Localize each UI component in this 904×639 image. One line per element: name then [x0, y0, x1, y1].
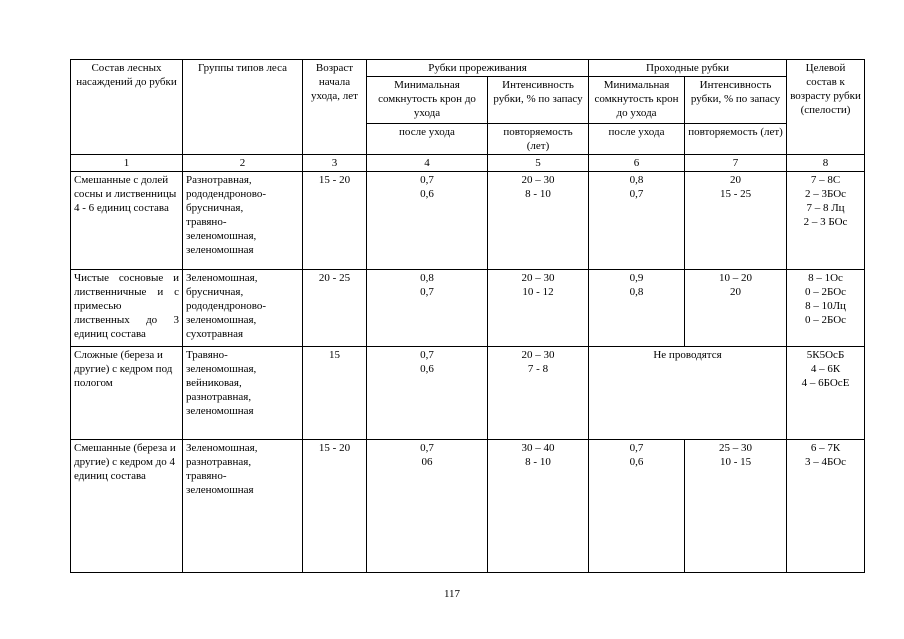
- table-row: [71, 270, 865, 347]
- pass-density-cell: 0,7 0,6: [589, 440, 685, 573]
- age-cell: 15 - 20: [303, 172, 367, 270]
- thin-intensity-cell: 30 – 40 8 - 10: [488, 440, 589, 573]
- target-cell: 7 – 8С 2 – 3БОс 7 – 8 Лц 2 – 3 БОс: [787, 172, 865, 270]
- forest-thinning-table: [70, 59, 865, 573]
- table-row: [71, 440, 865, 573]
- header-pass-intensity: Интенсивность рубки, % по запасу: [685, 77, 787, 124]
- thin-density-cell: 0,7 0,6: [367, 172, 488, 270]
- pass-density-cell: 0,8 0,7: [589, 172, 685, 270]
- pass-intensity-cell: 25 – 30 10 - 15: [685, 440, 787, 573]
- age-cell: 20 - 25: [303, 270, 367, 347]
- target-cell: 5К5ОсБ 4 – 6К 4 – 6БОсЕ: [787, 347, 865, 440]
- header-forest-groups: Группы типов леса: [183, 60, 303, 155]
- column-number: 6: [589, 155, 685, 172]
- forest-groups-cell: Зеленомошная, разнотравная, травяно- зеленомошная: [183, 440, 303, 573]
- column-number: 8: [787, 155, 865, 172]
- column-number: 7: [685, 155, 787, 172]
- target-cell: 6 – 7К 3 – 4БОс: [787, 440, 865, 573]
- column-number: 5: [488, 155, 589, 172]
- age-cell: 15: [303, 347, 367, 440]
- forest-groups-cell: Разнотравная, рододендроново- брусничная, травяно- зеленомошная, зеленомошная: [183, 172, 303, 270]
- pass-intensity-cell: 20 15 - 25: [685, 172, 787, 270]
- forest-groups-cell: Травяно- зеленомошная, вейниковая, разнотравная, зеленомошная: [183, 347, 303, 440]
- pass-intensity-cell: 10 – 20 20: [685, 270, 787, 347]
- target-cell: 8 – 1Ос 0 – 2БОс 8 – 10Лц 0 – 2БОс: [787, 270, 865, 347]
- thin-density-cell: 0,7 0,6: [367, 347, 488, 440]
- thin-intensity-cell: 20 – 30 10 - 12: [488, 270, 589, 347]
- header-composition: Состав лесных насаждений до рубки: [71, 60, 183, 155]
- age-cell: 15 - 20: [303, 440, 367, 573]
- thin-density-cell: 0,8 0,7: [367, 270, 488, 347]
- column-number: 3: [303, 155, 367, 172]
- forest-groups-cell: Зеленомошная, брусничная, рододендроново- зеленомошная, сухотравная: [183, 270, 303, 347]
- header-pass-after: после ухода: [589, 124, 685, 155]
- thin-density-cell: 0,7 06: [367, 440, 488, 573]
- header-thin-after: после ухода: [367, 124, 488, 155]
- composition-cell: Сложные (береза и другие) с кедром под пологом: [71, 347, 183, 440]
- header-thinning: Рубки прореживания: [367, 60, 589, 77]
- pass-density-cell: 0,9 0,8: [589, 270, 685, 347]
- column-number: 4: [367, 155, 488, 172]
- header-pass-repeat: повторяемость (лет): [685, 124, 787, 155]
- composition-cell: Смешанные (береза и другие) с кедром до 4 единиц состава: [71, 440, 183, 573]
- thin-intensity-cell: 20 – 30 8 - 10: [488, 172, 589, 270]
- page-number: 117: [443, 588, 461, 600]
- pass-not-performed-cell: Не проводятся: [589, 347, 787, 440]
- header-thin-repeat: повторяемость (лет): [488, 124, 589, 155]
- composition-cell: Смешанные с долей сосны и лиственницы 4 - 6 единиц состава: [71, 172, 183, 270]
- column-number: 2: [183, 155, 303, 172]
- header-thin-intensity: Интенсивность рубки, % по запасу: [488, 77, 589, 124]
- composition-cell: Чистые сосновые и лиственничные и с примесью лиственных до 3 единиц состава: [71, 270, 183, 347]
- header-pass-min-density: Минимальная сомкнутость крон до ухода: [589, 77, 685, 124]
- header-passage: Проходные рубки: [589, 60, 787, 77]
- header-age: Возраст начала ухода, лет: [303, 60, 367, 155]
- column-number: 1: [71, 155, 183, 172]
- header-thin-min-density: Минимальная сомкнутость крон до ухода: [367, 77, 488, 124]
- table-row: [71, 347, 865, 440]
- thin-intensity-cell: 20 – 30 7 - 8: [488, 347, 589, 440]
- header-target: Целевой состав к возрасту рубки (спелости): [787, 60, 865, 155]
- table-row: [71, 172, 865, 270]
- column-number-row: [71, 155, 865, 172]
